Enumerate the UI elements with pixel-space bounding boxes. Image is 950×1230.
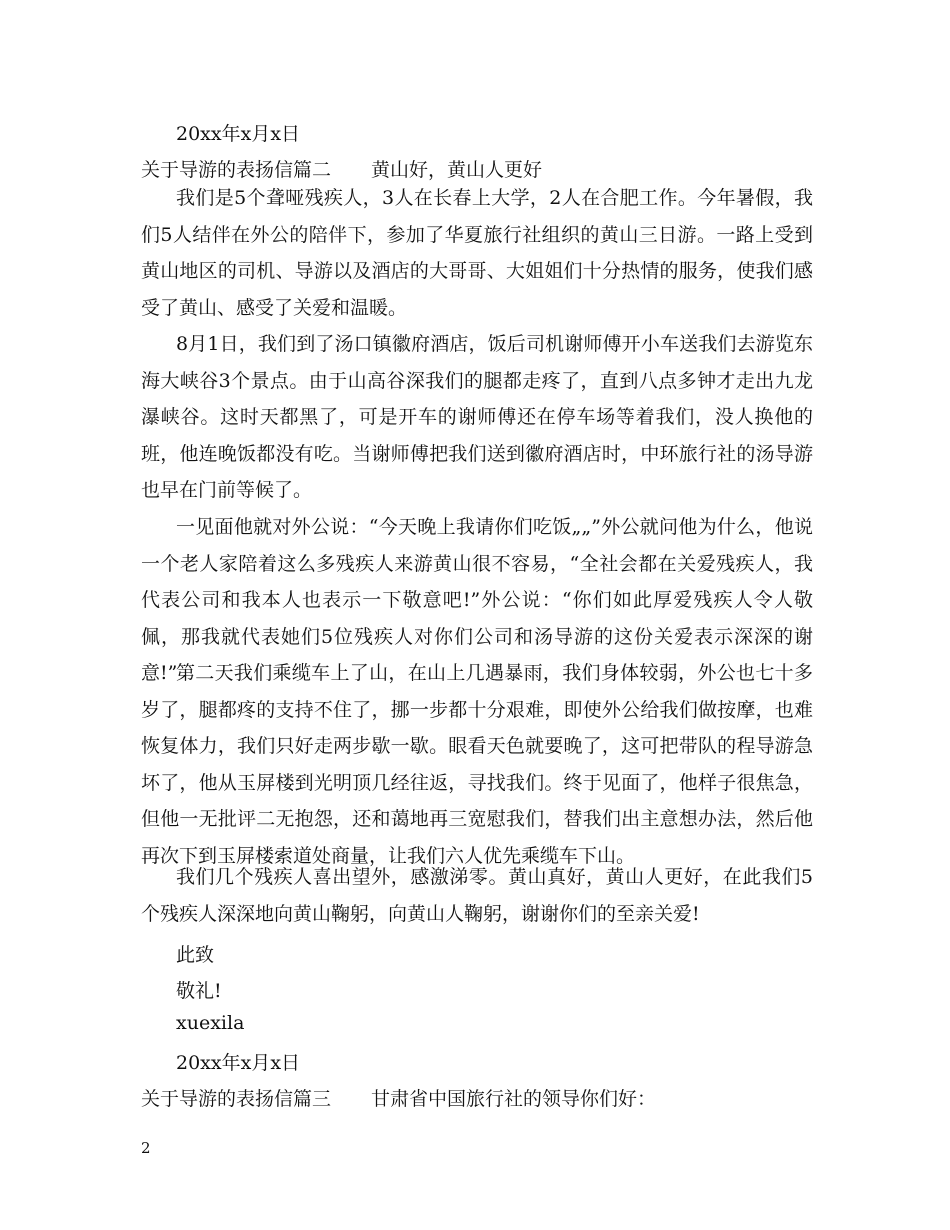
closing-salutation: 此致 [176, 944, 215, 966]
paragraph-1: 我们是5个聋哑残疾人，3人在长春上大学，2人在合肥工作。今年暑假，我们5人结伴在外公的陪伴下，参加了华夏旅行社组织的黄山三日游。一路上受到黄山地区的司机、导游以及酒店的大哥哥、大姐姐们十分热情的服务，使我们感受了黄山、感受了关爱和温暖。 [141, 187, 813, 319]
page-number: 2 [141, 1139, 151, 1157]
section-heading-2 [141, 155, 542, 182]
signature: xuexila [176, 1012, 245, 1034]
section-title: 关于导游的表扬信篇三 [141, 1088, 332, 1110]
closing-regards: 敬礼! [176, 980, 222, 1002]
section-title: 关于导游的表扬信篇二 [141, 159, 332, 181]
paragraph-4: 第二天我们乘缆车上了山，在山上几遇暴雨，我们身体较弱，外公也七十多岁了，腿都疼的支持不住了，挪一步都十分艰难，即使外公给我们做按摩，也难恢复体力，我们只好走两步歇一歇。眼看天色就要晚了，这可把带队的程导游急坏了，他从玉屏楼到光明顶几经往返，寻找我们。终于见面了，他样子很焦急，但他一无批评二无抱怨，还和蔼地再三宽慰我们，替我们出主意想办法，然后他再次下到玉屏楼索道处商量，让我们六人优先乘缆车下山。 [141, 662, 813, 867]
date-line-bottom: 20xx年x月x日 [176, 1052, 301, 1074]
date-line: 20xx年x月x日 [176, 123, 301, 145]
section-subtitle: 黄山好，黄山人更好 [371, 159, 543, 181]
paragraph-3: 一见面他就对外公说：“今天晚上我请你们吃饭„„”外公就问他为什么，他说一个老人家陪着这么多残疾人来游黄山很不容易，“全社会都在关爱残疾人，我代表公司和我本人也表示一下敬意吧!”外公说：“你们如此厚爱残疾人令人敬佩，那我就代表她们5位残疾人对你们公司和汤导游的这份关爱表示深深的谢意!” [141, 516, 813, 685]
section-heading-3 [141, 1084, 656, 1111]
section-subtitle: 甘肃省中国旅行社的领导你们好： [371, 1088, 657, 1110]
paragraph-5: 我们几个残疾人喜出望外，感激涕零。黄山真好，黄山人更好，在此我们5个残疾人深深地向黄山鞠躬，向黄山人鞠躬，谢谢你们的至亲关爱! [141, 866, 813, 925]
paragraph-2: 8月1日，我们到了汤口镇徽府酒店，饭后司机谢师傅开小车送我们去游览东海大峡谷3个景点。由于山高谷深我们的腿都走疼了，直到八点多钟才走出九龙瀑峡谷。这时天都黑了，可是开车的谢师傅还在停车场等着我们，没人换他的班，他连晚饭都没有吃。当谢师傅把我们送到徽府酒店时，中环旅行社的汤导游也早在门前等候了。 [141, 333, 813, 502]
